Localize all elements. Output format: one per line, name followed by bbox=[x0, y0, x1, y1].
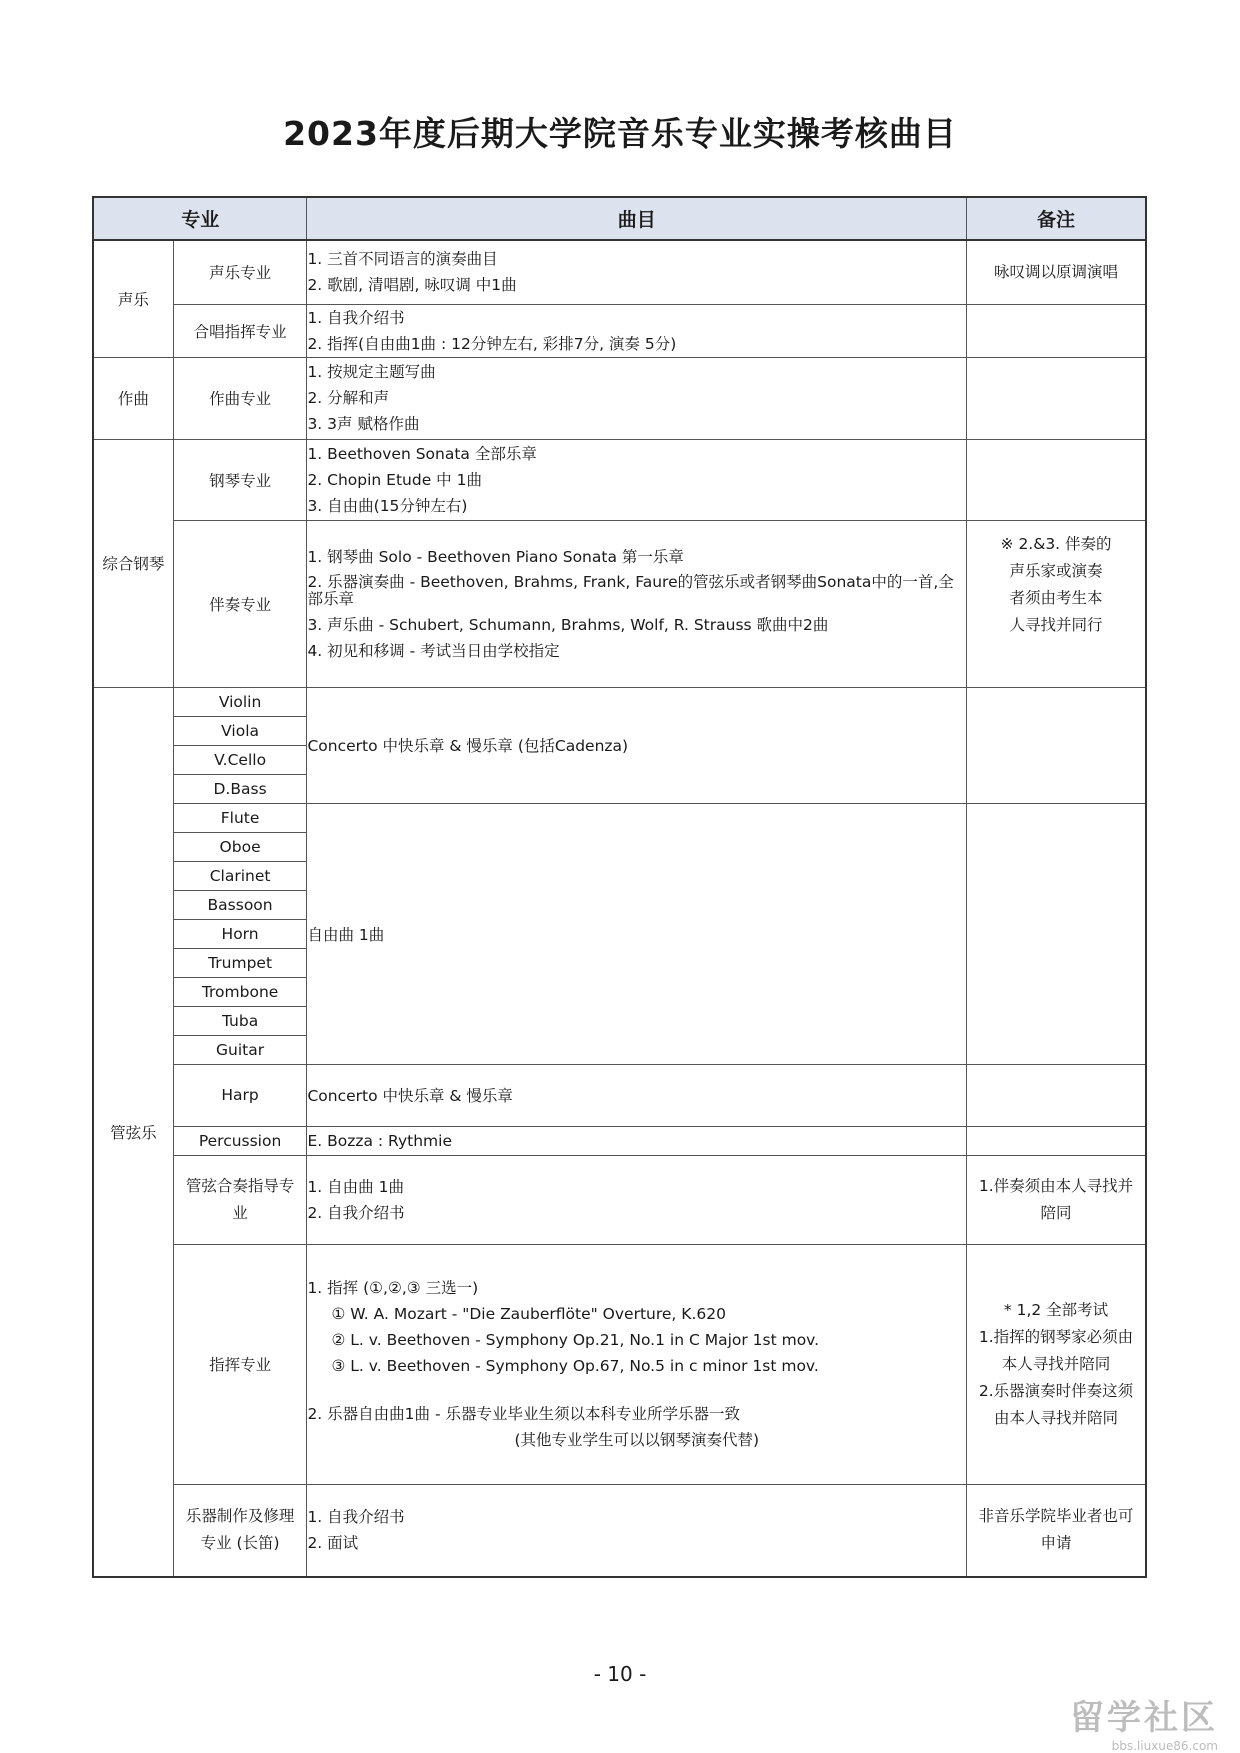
pieces-accompaniment bbox=[307, 520, 967, 687]
major-choral-conducting: 合唱指挥专业 bbox=[173, 304, 307, 357]
table-row bbox=[93, 439, 1146, 520]
instrument-double-bass: D.Bass bbox=[173, 774, 307, 803]
pieces-instrument-making bbox=[307, 1484, 967, 1577]
note-accompaniment: ※ 2.&3. 伴奏的 声乐家或演奏 者须由考生本 人寻找并同行 bbox=[967, 520, 1146, 687]
exam-repertoire-table bbox=[92, 196, 1147, 1578]
note-conducting: * 1,2 全部考试 1.指挥的钢琴家必须由 本人寻找并陪同 2.乐器演奏时伴奏这须 由本人寻找并陪同 bbox=[967, 1244, 1146, 1484]
list-item: 2. 歌剧, 清唱剧, 咏叹调 中1曲 bbox=[307, 276, 517, 295]
major-composition: 作曲专业 bbox=[173, 357, 307, 439]
list-item: 2. Chopin Etude 中 1曲 bbox=[307, 470, 482, 489]
instrument-viola: Viola bbox=[173, 716, 307, 745]
list-item: 3. 声乐曲 - Schubert, Schumann, Brahms, Wolf, R. Strauss 歌曲中2曲 bbox=[307, 615, 829, 634]
table-row bbox=[93, 1484, 1146, 1577]
pieces-ensemble bbox=[307, 1155, 967, 1244]
list-item: 2. 乐器自由曲1曲 - 乐器专业毕业生须以本科专业所学乐器一致 bbox=[307, 1405, 740, 1423]
watermark-logo bbox=[1070, 1690, 1218, 1753]
table-row bbox=[93, 1064, 1146, 1126]
list-item: 2. 分解和声 bbox=[307, 389, 390, 407]
group-orchestra: 管弦乐 bbox=[93, 687, 173, 1577]
list-item: ① W. A. Mozart - "Die Zauberflöte" Overture, K.620 bbox=[331, 1305, 726, 1323]
note-percussion bbox=[967, 1126, 1146, 1155]
list-item: (其他专业学生可以以钢琴演奏代替) bbox=[514, 1431, 760, 1449]
list-item: 4. 初见和移调 - 考试当日由学校指定 bbox=[307, 641, 560, 660]
pieces-conducting bbox=[307, 1244, 967, 1484]
list-item: 1. 自我介绍书 bbox=[307, 1508, 405, 1527]
table-row bbox=[93, 687, 1146, 716]
instrument-bassoon: Bassoon bbox=[173, 890, 307, 919]
table-row bbox=[93, 240, 1146, 304]
list-item: ② L. v. Beethoven - Symphony Op.21, No.1 in C Major 1st mov. bbox=[331, 1331, 820, 1349]
header-major: 专业 bbox=[93, 197, 307, 240]
list-item: 2. 指挥(自由曲1曲 : 12分钟左右, 彩排7分, 演奏 5分) bbox=[307, 334, 677, 353]
instrument-guitar: Guitar bbox=[173, 1035, 307, 1064]
page-number: - 10 - bbox=[593, 1662, 647, 1686]
group-vocal: 声乐 bbox=[93, 240, 173, 357]
pieces-choral-conducting bbox=[307, 304, 967, 357]
table-row bbox=[93, 304, 1146, 357]
list-item: 1. 三首不同语言的演奏曲目 bbox=[307, 250, 498, 269]
instrument-trumpet: Trumpet bbox=[173, 948, 307, 977]
watermark-url: bbs.liuxue86.com bbox=[1111, 1739, 1218, 1753]
table-header-row bbox=[93, 197, 1146, 240]
list-item: 3. 自由曲(15分钟左右) bbox=[307, 496, 468, 515]
pieces-vocal bbox=[307, 240, 967, 304]
table-row bbox=[93, 520, 1146, 687]
table-row bbox=[93, 1126, 1146, 1155]
note-choral bbox=[967, 304, 1146, 357]
list-item: 1. 按规定主题写曲 bbox=[307, 363, 436, 381]
header-notes: 备注 bbox=[967, 197, 1146, 240]
group-composition: 作曲 bbox=[93, 357, 173, 439]
table-row bbox=[93, 1244, 1146, 1484]
major-vocal: 声乐专业 bbox=[173, 240, 307, 304]
pieces-harp: Concerto 中快乐章 & 慢乐章 bbox=[307, 1064, 967, 1126]
table-row bbox=[93, 803, 1146, 832]
instrument-tuba: Tuba bbox=[173, 1006, 307, 1035]
pieces-strings: Concerto 中快乐章 & 慢乐章 (包括Cadenza) bbox=[307, 687, 967, 803]
note-ensemble: 1.伴奏须由本人寻找并 陪同 bbox=[967, 1155, 1146, 1244]
list-item: 1. Beethoven Sonata 全部乐章 bbox=[307, 444, 537, 463]
list-item: ③ L. v. Beethoven - Symphony Op.67, No.5 in c minor 1st mov. bbox=[331, 1357, 819, 1375]
note-composition bbox=[967, 357, 1146, 439]
group-piano: 综合钢琴 bbox=[93, 439, 173, 687]
note-strings bbox=[967, 687, 1146, 803]
instrument-harp: Harp bbox=[173, 1064, 307, 1126]
note-harp bbox=[967, 1064, 1146, 1126]
major-accompaniment: 伴奏专业 bbox=[173, 520, 307, 687]
instrument-trombone: Trombone bbox=[173, 977, 307, 1006]
instrument-flute: Flute bbox=[173, 803, 307, 832]
pieces-winds: 自由曲 1曲 bbox=[307, 803, 967, 1064]
list-item: 2. 面试 bbox=[307, 1534, 359, 1553]
list-item: 1. 指挥 (①,②,③ 三选一) bbox=[307, 1279, 479, 1297]
pieces-percussion: E. Bozza : Rythmie bbox=[307, 1126, 967, 1155]
note-winds bbox=[967, 803, 1146, 1064]
list-item: 1. 钢琴曲 Solo - Beethoven Piano Sonata 第一乐章 bbox=[307, 547, 684, 566]
list-item: 2. 乐器演奏曲 - Beethoven, Brahms, Frank, Faure的管弦乐或者钢琴曲Sonata中的一首,全部乐章 bbox=[307, 572, 954, 608]
table-row bbox=[93, 1155, 1146, 1244]
watermark-text: 留学社区 bbox=[1070, 1698, 1218, 1738]
instrument-cello: V.Cello bbox=[173, 745, 307, 774]
table-row bbox=[93, 357, 1146, 439]
header-pieces: 曲目 bbox=[307, 197, 967, 240]
instrument-violin: Violin bbox=[173, 687, 307, 716]
page-title: 2023年度后期大学院音乐专业实操考核曲目 bbox=[283, 114, 957, 153]
note-instrument-making: 非音乐学院毕业者也可 申请 bbox=[967, 1484, 1146, 1577]
pieces-piano bbox=[307, 439, 967, 520]
list-item: 3. 3声 赋格作曲 bbox=[307, 415, 420, 433]
note-piano bbox=[967, 439, 1146, 520]
instrument-horn: Horn bbox=[173, 919, 307, 948]
instrument-oboe: Oboe bbox=[173, 832, 307, 861]
instrument-clarinet: Clarinet bbox=[173, 861, 307, 890]
note-vocal: 咏叹调以原调演唱 bbox=[967, 240, 1146, 304]
instrument-percussion: Percussion bbox=[173, 1126, 307, 1155]
major-instrument-making: 乐器制作及修理 专业 (长笛) bbox=[173, 1484, 307, 1577]
list-item: 1. 自由曲 1曲 bbox=[307, 1177, 404, 1196]
list-item: 1. 自我介绍书 bbox=[307, 308, 405, 327]
major-piano: 钢琴专业 bbox=[173, 439, 307, 520]
major-ensemble-direction: 管弦合奏指导专 业 bbox=[173, 1155, 307, 1244]
list-item: 2. 自我介绍书 bbox=[307, 1203, 405, 1222]
major-conducting: 指挥专业 bbox=[173, 1244, 307, 1484]
pieces-composition bbox=[307, 357, 967, 439]
